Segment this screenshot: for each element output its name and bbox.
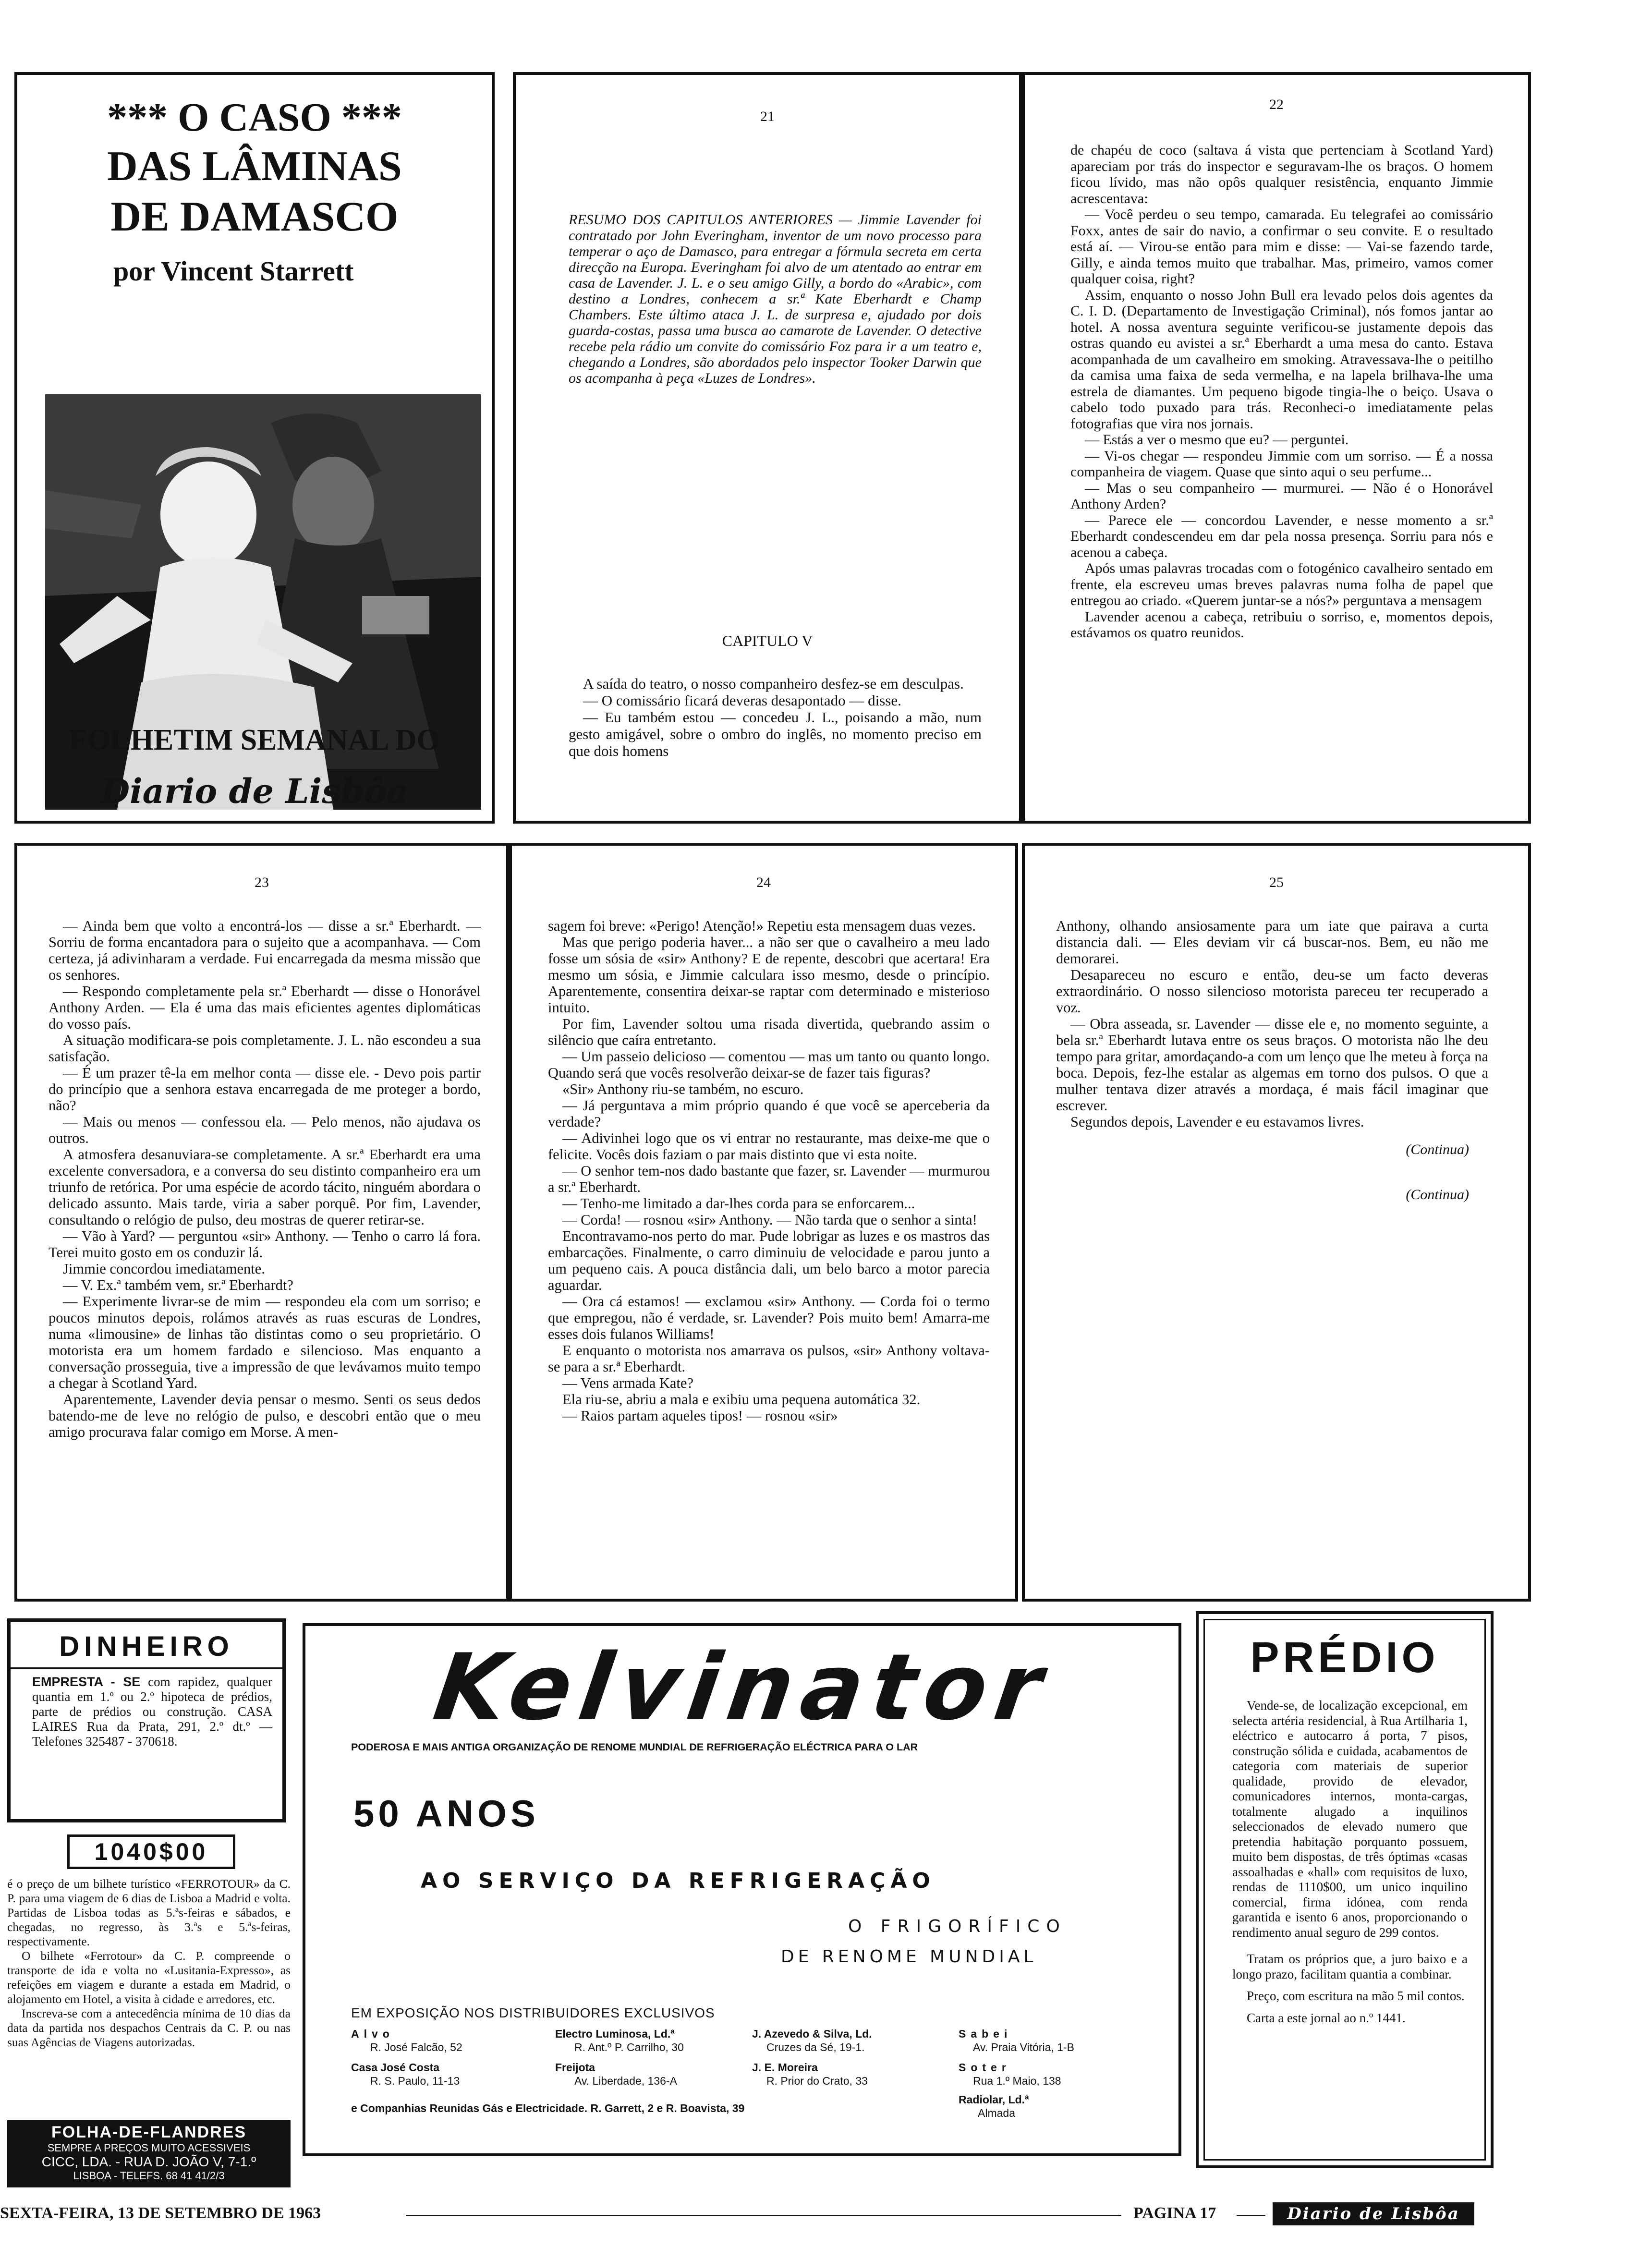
page-22-text bbox=[1070, 142, 1493, 641]
distributor-name: Soter bbox=[959, 2061, 1011, 2074]
ad-dinheiro-body bbox=[32, 1675, 272, 1749]
paragraph: — Adivinhei logo que os vi entrar no restaurante, mas deixe-me que o felicite. Vocês dois faziam o par mais distinto que vi esta noite. bbox=[548, 1130, 990, 1163]
distributor-companhias: e Companhias Reunidas Gás e Electricidade. R. Garrett, 2 e R. Boavista, 39 bbox=[351, 2102, 745, 2114]
paragraph: — É um prazer tê-la em melhor conta — disse ele. - Devo pois partir do princípio que a senhora estava encarregada de me proteger a bordo, não? bbox=[49, 1065, 481, 1114]
paragraph: Preço, com escritura na mão 5 mil contos. bbox=[1247, 1989, 1465, 2003]
distributor-name: Freijota bbox=[555, 2061, 595, 2074]
distributor bbox=[555, 2027, 684, 2054]
ad-kelvinator bbox=[303, 1623, 1181, 2156]
distributor-address: Rua 1.º Maio, 138 bbox=[973, 2075, 1061, 2087]
paragraph: — Eu também estou — concedeu J. L., poisando a mão, num gesto amigável, sobre o ombro do inglês, no momento preciso em que dois homens bbox=[569, 709, 982, 759]
distributor-address: Av. Praia Vitória, 1-B bbox=[973, 2041, 1074, 2053]
distributor bbox=[959, 2027, 1074, 2054]
distributor bbox=[752, 2027, 872, 2054]
page-21-text bbox=[569, 675, 982, 759]
paragraph: — Mas o seu companheiro — murmurei. — Não é o Honorável Anthony Arden? bbox=[1070, 480, 1493, 512]
paragraph: — Experimente livrar-se de mim — respondeu ela com um sorriso; e poucos minutos depois, rolámos através as ruas escuras de Londres, numa «limousine» de linhas tão distintas como o seu proprietário. O motorista era um homem fardado e silencioso. Mas enquanto a conversação prosseguia, tive a impressão de que levávamos muito tempo a chegar à Scotland Yard. bbox=[49, 1293, 481, 1391]
paragraph: — Corda! — rosnou «sir» Anthony. — Não tarda que o senhor a sinta! bbox=[562, 1212, 977, 1228]
paragraph: O bilhete «Ferrotour» da C. P. compreende o transporte de ida e volta no «Lusitania-Expresso», as refeições em viagem e durante a estada em Madrid, o alojamento em Hotel, a visita à cidade e arredores, etc. bbox=[7, 1949, 291, 2006]
paragraph: — Raios partam aqueles tipos! — rosnou «sir» bbox=[562, 1408, 838, 1424]
page-24-text bbox=[548, 918, 990, 1424]
serial-title-line2: DAS LÂMINAS bbox=[107, 143, 402, 190]
paragraph: — Obra asseada, sr. Lavender — disse ele e, no momento seguinte, a bela sr.ª Eberhardt lutava entre os seus braços. O motorista não lhe deu tempo para gritar, amordaçando-a com um lenço que lhe meteu à força na boca. Depois, fez-lhe estalar as algemas em torno dos pulsos. O que a mulher tentava dizer através a mordaça, é mais fácil imaginar que escrever. bbox=[1056, 1016, 1488, 1114]
paragraph: Inscreva-se com a antecedência mínima de 10 dias da data da partida nos despachos Centrais da C. P. ou nas suas Agências de Viagens autorizadas. bbox=[7, 2006, 291, 2049]
paragraph: E enquanto o motorista nos amarrava os pulsos, «sir» Anthony voltava-se para a sr.ª Eberhardt. bbox=[548, 1342, 990, 1375]
ad-folha-line4: LISBOA - TELEFS. 68 41 41/2/3 bbox=[73, 2170, 225, 2182]
distributor-address: Av. Liberdade, 136-A bbox=[574, 2075, 677, 2087]
footer-rule-2 bbox=[1237, 2215, 1265, 2216]
page-number: 24 bbox=[756, 874, 771, 890]
paragraph: — O senhor tem-nos dado bastante que fazer, sr. Lavender — murmurou a sr.ª Eberhardt. bbox=[548, 1163, 990, 1195]
ad-folha-de-flandres bbox=[7, 2120, 291, 2187]
paragraph: Assim, enquanto o nosso John Bull era levado pelos dois agentes da C. I. D. (Departamento de Investigação Criminal), nós fomos jantar ao hotel. A nossa aventura seguinte verificou-se justamente depois das ostras quando eu avistei a sr.ª Eberhardt a uma mesa do canto. Estava acompanhada de um cavalheiro em smoking. Atravessava-lhe o peitilho da camisa uma faixa de seda vermelha, e na lapela brilhava-lhe uma estrela de diamantes. Um pequeno bigode tingia-lhe o beiço. Usava o cabelo todo puxado para trás. Reconheci-o imediatamente pelas fotografias que vira nos jornais. bbox=[1070, 287, 1493, 432]
paragraph: Jimmie concordou imediatamente. bbox=[63, 1261, 265, 1277]
chapter-heading: CAPITULO V bbox=[722, 632, 813, 649]
paragraph: — Mais ou menos — confessou ela. — Pelo menos, não ajudava os outros. bbox=[49, 1114, 481, 1146]
page-24-panel bbox=[509, 843, 1018, 1602]
kelvinator-tagline: PODEROSA E MAIS ANTIGA ORGANIZAÇÃO DE RENOME MUNDIAL DE REFRIGERAÇÃO ELÉCTRICA PARA O LAR bbox=[351, 1741, 918, 1753]
ad-folha-line1: FOLHA-DE-FLANDRES bbox=[51, 2123, 247, 2141]
distributor-address: R. Prior do Crato, 33 bbox=[766, 2075, 868, 2087]
paragraph: Desapareceu no escuro e então, deu-se um facto deveras extraordinário. O nosso silencioso motorista pareceu ter recuperado a voz. bbox=[1056, 967, 1488, 1016]
paragraph: — Ainda bem que volto a encontrá-los — disse a sr.ª Eberhardt. — Sorriu de forma encantadora para o sujeito que a acompanhava. — Com certeza, já adivinharam a verdade. Fui encarregada da mesma missão que os senhores. bbox=[49, 918, 481, 983]
page-number: 25 bbox=[1269, 874, 1284, 890]
paragraph: Aparentemente, Lavender devia pensar o mesmo. Senti os seus dedos batendo-me de leve no relógio de pulso, e descobri então que o meu amigo procurava falar comigo em Morse. A men- bbox=[49, 1391, 481, 1440]
kelvinator-exposicao: EM EXPOSIÇÃO NOS DISTRIBUIDORES EXCLUSIVOS bbox=[351, 2005, 715, 2020]
footer-date: SEXTA-FEIRA, 13 DE SETEMBRO DE 1963 bbox=[0, 2204, 321, 2222]
page-22-panel bbox=[1022, 72, 1531, 824]
paragraph: — Já perguntava a mim próprio quando é que você se aperceberia da verdade? bbox=[548, 1097, 990, 1130]
chapters-summary: RESUMO DOS CAPITULOS ANTERIORES — Jimmie Lavender foi contratado por John Everingham, inventor de um novo processo para temperar o aço de Damasco, para entregar a fórmula secreta em certa direcção na Europa. Everingham foi alvo de um atentado ao entrar em casa de Lavender. J. L. e o seu amigo Gilly, a bordo do «Arabic», com destino a Londres, conhecem a sr.ª Kate Eberhardt e Champ Chambers. Este último ataca J. L. de surpresa e, ajudado por dois guarda-costas, passa uma busca ao camarote de Lavender. O detective recebe pela rádio um convite do comissário Foz para ir a um teatro e, chegando a Londres, são abordados pelo inspector Tooker Darwin que os acompanha à peça «Luzes de Londres». bbox=[569, 212, 982, 386]
distributor-address: R. José Falcão, 52 bbox=[370, 2041, 462, 2053]
paragraph: Anthony, olhando ansiosamente para um iate que pairava a curta distancia dali. — Eles deviam vir cá buscar-nos. Bem, eu não me demorarei. bbox=[1056, 918, 1488, 967]
paragraph: Mas que perigo poderia haver... a não ser que o cavalheiro a meu lado fosse um sósia de «sir» Anthony? E de repente, descobri que acertara! Era mesmo um sósia, e Jimmie calculara isso mesmo, desde o princípio. Aparentemente, consentira deixar-se raptar com determinado e misterioso intuito. bbox=[548, 934, 990, 1016]
page-21-panel bbox=[513, 72, 1022, 824]
kelvinator-logo: Kelvinator bbox=[428, 1634, 1057, 1740]
paragraph: — Respondo completamente pela sr.ª Eberhardt — disse o Honorável Anthony Arden. — Ela é uma das mais eficientes agentes diplomáticas do vosso país. bbox=[49, 983, 481, 1032]
ad-ferrotour-price: 1040$00 bbox=[67, 1834, 235, 1869]
ad-dinheiro-lead: EMPRESTA - SE bbox=[32, 1675, 141, 1689]
paragraph: sagem foi breve: «Perigo! Atenção!» Repetiu esta mensagem duas vezes. bbox=[548, 918, 976, 934]
distributor-name: J. E. Moreira bbox=[752, 2061, 818, 2074]
distributor-name: J. Azevedo & Silva, Ld. bbox=[752, 2028, 872, 2040]
distributor bbox=[351, 2061, 460, 2088]
paragraph: Ela riu-se, abriu a mala e exibiu uma pequena automática 32. bbox=[562, 1391, 921, 1408]
ad-folha-line2: SEMPRE A PREÇOS MUITO ACESSIVEIS bbox=[47, 2142, 251, 2154]
serial-footer-line1: FOLHETIM SEMANAL DO bbox=[69, 724, 440, 756]
page-25-panel bbox=[1022, 843, 1531, 1602]
paragraph: — Ora cá estamos! — exclamou «sir» Anthony. — Corda foi o termo que empregou, não é verdade, sr. Lavender? Pois muito bem! Amarra-me esses dois fulanos Williams! bbox=[548, 1293, 990, 1342]
footer-page-number: PAGINA 17 bbox=[1133, 2204, 1216, 2222]
serial-masthead: Diario de Lisbôa bbox=[100, 771, 409, 811]
distributor bbox=[959, 2093, 1029, 2120]
serial-title-line3: DE DAMASCO bbox=[110, 194, 399, 240]
distributor-name: Sabei bbox=[959, 2028, 1012, 2040]
distributor-address: R. Ant.º P. Carrilho, 30 bbox=[574, 2041, 684, 2053]
paragraph: — Vens armada Kate? bbox=[562, 1375, 693, 1391]
paragraph: — Vão à Yard? — perguntou «sir» Anthony. — Tenho o carro lá fora. Terei muito gosto em os conduzir lá. bbox=[49, 1228, 481, 1261]
footer-rule bbox=[406, 2215, 1121, 2216]
ad-ferrotour bbox=[7, 1834, 291, 2108]
paragraph: de chapéu de coco (saltava á vista que pertenciam à Scotland Yard) apareciam por trás do inspector e seguravam-lhe os braços. O homem ficou lívido, mas não opôs qualquer resistência, enquanto Jimmie acrescentava: bbox=[1070, 142, 1493, 206]
distributor-address: Almada bbox=[978, 2107, 1015, 2119]
distributor bbox=[555, 2061, 677, 2088]
distributor bbox=[351, 2027, 462, 2054]
kelvinator-years: 50 ANOS bbox=[353, 1792, 539, 1834]
paragraph: — Tenho-me limitado a dar-lhes corda para se enforcarem... bbox=[562, 1195, 915, 1212]
paragraph: — Um passeio delicioso — comentou — mas um tanto ou quanto longo. Quando será que vocês resolverão deixar-se de fazer tais figuras? bbox=[548, 1048, 990, 1081]
paragraph: A atmosfera desanuviara-se completamente. A sr.ª Eberhardt era uma excelente conversadora, e a conversa do seu distinto companheiro era um triunfo de retórica. Por uma espécie de acordo tácito, ninguém abordara o delicado assunto. Mais tarde, viria a saber porquê. Por fim, Lavender, consultando o relógio de pulso, deu mostras de querer retirar-se. bbox=[49, 1146, 481, 1228]
page-number: 22 bbox=[1269, 97, 1284, 112]
distributor-name: Electro Luminosa, Ld.ª bbox=[555, 2028, 675, 2040]
paragraph: é o preço de um bilhete turístico «FERROTOUR» da C. P. para uma viagem de 6 dias de Lisboa a Madrid e volta. Partidas de Lisboa todas as 5.ªs-feiras e sábados, e chegadas, no regresso, às 3.ªs e 5.ªs-feiras, respectivamente. bbox=[7, 1877, 291, 1948]
page-number: 21 bbox=[760, 109, 775, 124]
page-23-panel bbox=[14, 843, 509, 1602]
continua-label: (Continua) bbox=[1406, 1187, 1469, 1202]
serial-author: por Vincent Starrett bbox=[113, 255, 354, 287]
paragraph: — V. Ex.ª também vem, sr.ª Eberhardt? bbox=[63, 1277, 293, 1293]
page-footer bbox=[0, 2204, 1652, 2233]
paragraph: A saída do teatro, o nosso companheiro desfez-se em desculpas. bbox=[583, 675, 964, 692]
paragraph: Tratam os próprios que, a juro baixo e a longo prazo, facilitam quantia a combinar. bbox=[1232, 1952, 1468, 1981]
paragraph: — Estás a ver o mesmo que eu? — perguntei. bbox=[1085, 432, 1349, 448]
ad-predio-body bbox=[1232, 1698, 1468, 2026]
serial-title-panel bbox=[14, 72, 495, 824]
ad-ferrotour-body bbox=[7, 1877, 291, 2050]
kelvinator-frigorifico: O FRIGORÍFICO bbox=[848, 1917, 1067, 1936]
paragraph: — Você perdeu o seu tempo, camarada. Eu telegrafei ao comissário Foxx, antes de sair do navio, a confirmar o seu convite. E o resultado está aí. — Virou-se então para mim e disse: — Vai-se fazendo tarde, Gilly, e ainda temos muito que trabalhar. Mas, primeiro, vamos comer qualquer coisa, right? bbox=[1070, 206, 1493, 287]
paragraph: Vende-se, de localização excepcional, em selecta artéria residencial, à Rua Artilharia 1, eléctrico e autocarro á porta, 7 pisos, construção sólida e cuidada, acabamentos de categoria com materiais de superior qualidade, provido de elevador, comunicadores internos, monta-cargas, totalmente alugado a inquilinos seleccionados de elevado numero que pretendia habitação porquanto possuem, muito bem dispostas, de três óptimas «casas assoalhadas e «hall» com requisitos de luxo, rendas de 1110$00, um unico inquilino comercial, firma idónea, com renda garantida e isento 6 anos, proporcionando o rendimento anual seguro de 299 contos. bbox=[1232, 1698, 1468, 1940]
paragraph: «Sir» Anthony riu-se também, no escuro. bbox=[562, 1081, 804, 1097]
distributor-name: Casa José Costa bbox=[351, 2061, 440, 2074]
paragraph: Lavender acenou a cabeça, retribuiu o sorriso, e, momentos depois, estávamos os quatro reunidos. bbox=[1070, 608, 1493, 641]
paragraph: Por fim, Lavender soltou uma risada divertida, quebrando assim o silêncio que caíra entretanto. bbox=[548, 1016, 990, 1048]
paragraph: Segundos depois, Lavender e eu estavamos livres. bbox=[1070, 1114, 1364, 1130]
kelvinator-renome: DE RENOME MUNDIAL bbox=[781, 1947, 1037, 1967]
ad-dinheiro bbox=[7, 1618, 286, 1822]
page-23-text bbox=[49, 918, 481, 1440]
kelvinator-service: AO SERVIÇO DA REFRIGERAÇÃO bbox=[421, 1869, 935, 1893]
paragraph: — Vi-os chegar — respondeu Jimmie com um sorriso. — É a nossa companheira de viagem. Quase que sinto aqui o seu perfume... bbox=[1070, 448, 1493, 480]
paragraph: A situação modificara-se pois completamente. J. L. não escondeu a sua satisfação. bbox=[49, 1032, 481, 1065]
paragraph: — Parece ele — concordou Lavender, e nesse momento a sr.ª Eberhardt condescendeu em dar pela nossa presença. Sorriu para nós e acenou a cabeça. bbox=[1070, 512, 1493, 560]
page-number: 23 bbox=[255, 874, 269, 890]
distributor bbox=[752, 2061, 868, 2088]
serial-title-line1: *** O CASO *** bbox=[107, 95, 402, 140]
distributor-address: Cruzes da Sé, 19-1. bbox=[766, 2041, 865, 2053]
paragraph: Carta a este jornal ao n.º 1441. bbox=[1247, 2010, 1406, 2025]
footer-masthead: Diario de Lisbôa bbox=[1273, 2202, 1474, 2225]
ad-folha-line3: CICC, LDA. - RUA D. JOÃO V, 7-1.º bbox=[41, 2154, 256, 2169]
paragraph: — O comissário ficará deveras desapontado — disse. bbox=[583, 692, 901, 709]
ad-predio-title: PRÉDIO bbox=[1250, 1634, 1439, 1682]
distributor-name: Radiolar, Ld.ª bbox=[959, 2093, 1029, 2106]
paragraph: Após umas palavras trocadas com o fotogénico cavalheiro sentado em frente, ela escreveu umas breves palavras numa folha de papel que entregou ao criado. «Querem juntar-se a nós?» perguntava a mensagem bbox=[1070, 560, 1493, 608]
ad-dinheiro-text: com rapidez, qualquer quantia em 1.º ou 2.º hipoteca de prédios, parte de prédios ou construção. CASA LAIRES Rua da Prata, 291, 2.º dt.º — Telefones 325487 - 370618. bbox=[32, 1675, 273, 1749]
distributor bbox=[959, 2061, 1061, 2088]
page-25-text bbox=[1056, 918, 1488, 1203]
distributor-address: R. S. Paulo, 11-13 bbox=[370, 2075, 460, 2087]
ad-predio bbox=[1196, 1611, 1494, 2168]
ad-dinheiro-title: DINHEIRO bbox=[59, 1631, 234, 1662]
paragraph: Encontravamo-nos perto do mar. Pude lobrigar as luzes e os mastros das embarcações. Finalmente, o carro diminuiu de velocidade e parou junto a um pequeno cais. A pouca distância dali, um belo barco a motor parecia aguardar. bbox=[548, 1228, 990, 1293]
distributor-name: Alvo bbox=[351, 2028, 394, 2040]
continua-label: (Continua) bbox=[1406, 1142, 1469, 1157]
